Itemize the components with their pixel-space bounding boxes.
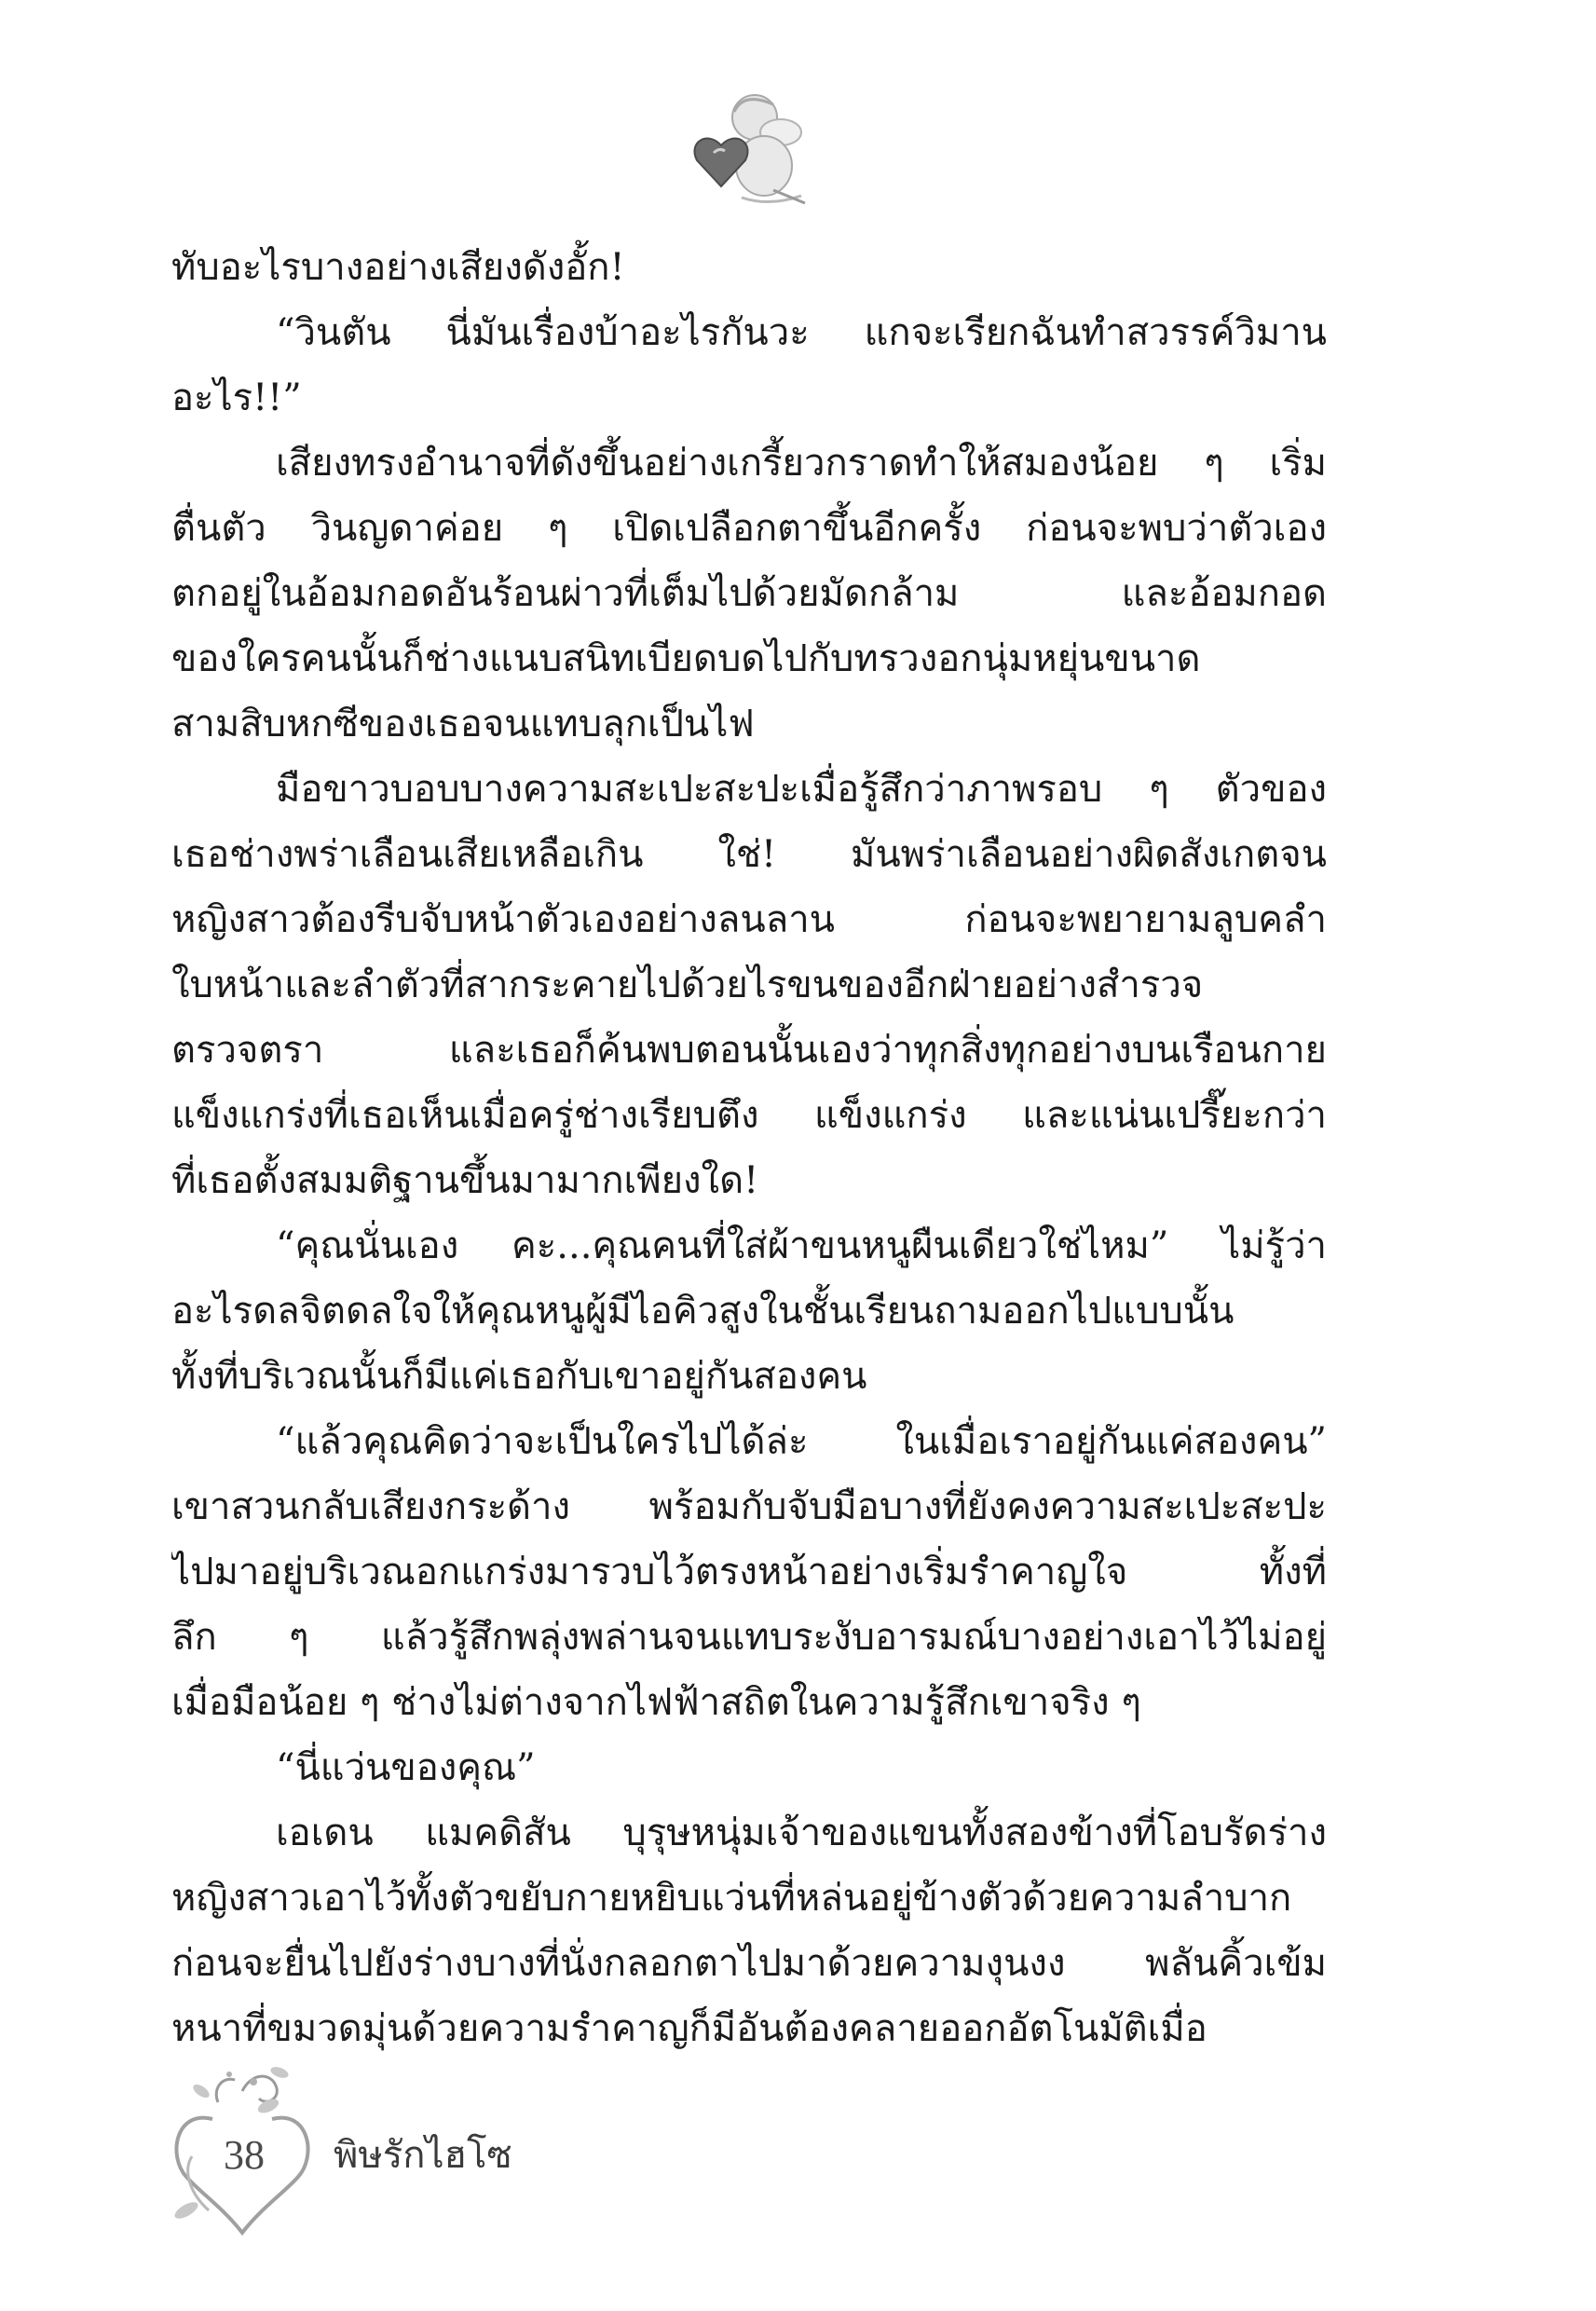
book-title: พิษรักไฮโซ [334, 2134, 512, 2177]
text-line: สามสิบหกซีของเธอจนแทบลุกเป็นไฟ [171, 703, 755, 745]
text-line: ทั้งที่บริเวณนั้นก็มีแค่เธอกับเขาอยู่กันสองคน [171, 1355, 867, 1398]
text-line: ของใครคนนั้นก็ช่างแนบสนิทเบียดบดไปกับทรวงอกนุ่มหยุ่นขนาด [171, 637, 1201, 680]
cupid-with-heart-icon [676, 86, 816, 216]
text-line: ตรวจตรา และเธอก็ค้นพบตอนนั้นเองว่าทุกสิ่งทุกอย่างบนเรือนกาย [171, 1029, 1327, 1072]
text-line: ทับอะไรบางอย่างเสียงดังอั้ก! [171, 246, 625, 289]
text-line: อะไรดลจิตดลใจให้คุณหนูผู้มีไอคิวสูงในชั้นเรียนถามออกไปแบบนั้น [171, 1290, 1235, 1333]
page-number: 38 [224, 2132, 265, 2178]
text-line: “วินตัน นี่มันเรื่องบ้าอะไรกันวะ แกจะเรียกฉันทำสวรรค์วิมาน [276, 311, 1327, 354]
text-line: อะไร!!” [171, 376, 302, 419]
text-line: “นี่แว่นของคุณ” [276, 1746, 536, 1789]
body-text [171, 235, 1327, 2061]
text-line: ตื่นตัว วินญดาค่อย ๆ เปิดเปลือกตาขึ้นอีกครั้ง ก่อนจะพบว่าตัวเอง [171, 507, 1327, 550]
text-line: หญิงสาวเอาไว้ทั้งตัวขยับกายหยิบแว่นที่หล่นอยู่ข้างตัวด้วยความลำบาก [171, 1877, 1292, 1920]
text-line: ก่อนจะยื่นไปยังร่างบางที่นั่งกลอกตาไปมาด้วยความงุนงง พลันคิ้วเข้ม [171, 1942, 1327, 1985]
text-line: หนาที่ขมวดมุ่นด้วยความรำคาญก็มีอันต้องคลายออกอัตโนมัติเมื่อ [171, 2007, 1207, 2050]
text-line: ไปมาอยู่บริเวณอกแกร่งมารวบไว้ตรงหน้าอย่างเริ่มรำคาญใจ ทั้งที่ [171, 1551, 1327, 1593]
text-line: ตกอยู่ในอ้อมกอดอันร้อนผ่าวที่เต็มไปด้วยมัดกล้าม และอ้อมกอด [171, 572, 1327, 615]
text-line: เธอช่างพร่าเลือนเสียเหลือเกิน ใช่! มันพร่าเลือนอย่างผิดสังเกตจน [171, 833, 1327, 876]
text-line: หญิงสาวต้องรีบจับหน้าตัวเองอย่างลนลาน ก่อนจะพยายามลูบคลำ [171, 898, 1327, 941]
text-line: เสียงทรงอำนาจที่ดังขึ้นอย่างเกรี้ยวกราดทำให้สมองน้อย ๆ เริ่ม [276, 442, 1327, 485]
text-line: ลึก ๆ แล้วรู้สึกพลุ่งพล่านจนแทบระงับอารมณ์บางอย่างเอาไว้ไม่อยู่ [171, 1616, 1327, 1659]
text-line: “คุณนั่นเอง คะ...คุณคนที่ใส่ผ้าขนหนูผืนเดียวใช่ไหม” ไม่รู้ว่า [276, 1224, 1327, 1267]
text-line: มือขาวบอบบางความสะเปะสะปะเมื่อรู้สึกว่าภาพรอบ ๆ ตัวของ [276, 768, 1327, 811]
text-line: เมื่อมือน้อย ๆ ช่างไม่ต่างจากไฟฟ้าสถิตในความรู้สึกเขาจริง ๆ [171, 1681, 1141, 1724]
text-line: เอเดน แมคดิสัน บุรุษหนุ่มเจ้าของแขนทั้งสองข้างที่โอบรัดร่าง [276, 1812, 1327, 1854]
text-line: ใบหน้าและลำตัวที่สากระคายไปด้วยไรขนของอีกฝ่ายอย่างสำรวจ [171, 964, 1204, 1006]
text-line: ที่เธอตั้งสมมติฐานขึ้นมามากเพียงใด! [171, 1159, 759, 1202]
text-line: แข็งแกร่งที่เธอเห็นเมื่อครู่ช่างเรียบตึง แข็งแกร่ง และแน่นเปรี๊ยะกว่า [171, 1094, 1327, 1137]
text-line: “แล้วคุณคิดว่าจะเป็นใครไปได้ล่ะ ในเมื่อเราอยู่กันแค่สองคน” [276, 1420, 1327, 1463]
text-line: เขาสวนกลับเสียงกระด้าง พร้อมกับจับมือบางที่ยังคงความสะเปะสะปะ [171, 1485, 1327, 1528]
